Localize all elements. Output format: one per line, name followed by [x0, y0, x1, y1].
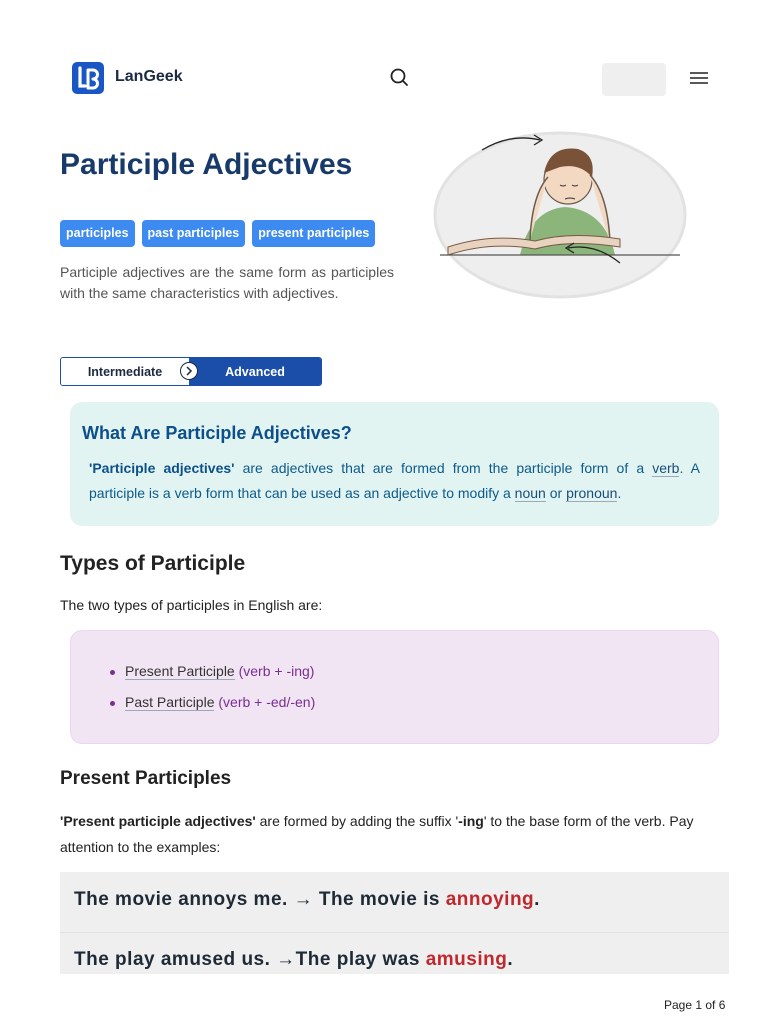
tag-participles[interactable]: participles	[60, 220, 135, 247]
example-sentence	[74, 949, 513, 971]
present-text-part: ' to the base form of the verb. Pay attention to the examples:	[60, 813, 694, 855]
chevron-right-icon	[180, 362, 198, 380]
example-highlight: amusing	[425, 949, 508, 970]
link-noun[interactable]: noun	[514, 485, 546, 501]
student-reading-illustration	[420, 115, 695, 305]
account-button[interactable]	[602, 63, 666, 96]
tag-present-participles[interactable]: present participles	[252, 220, 375, 247]
example-text: .	[507, 949, 514, 970]
present-term: 'Present participle adjectives'	[60, 813, 256, 829]
tag-past-participles[interactable]: past participles	[142, 220, 246, 247]
link-present-participle[interactable]: Present Participle	[125, 663, 235, 679]
definition-text-part: or	[545, 485, 567, 501]
definition-text-part: .	[617, 485, 622, 501]
bullet-icon	[110, 670, 115, 675]
definition-text-part: . A participle is a verb form that can be used as an adjective to modify a	[89, 460, 700, 501]
search-icon[interactable]	[388, 66, 410, 88]
list-item	[110, 694, 315, 710]
type-form: (verb + -ed/-en)	[214, 694, 316, 710]
example-highlight: annoying	[445, 889, 535, 910]
link-past-participle[interactable]: Past Participle	[125, 694, 215, 710]
level-to: Advanced	[189, 358, 321, 385]
intro-text: Participle adjectives are the same form as participles with the same characteristics with adjectives.	[60, 264, 394, 301]
link-pronoun[interactable]: pronoun	[566, 485, 618, 501]
definition-text-part: are adjectives that are formed from the participle form of a	[234, 460, 653, 476]
definition-text	[89, 456, 700, 506]
present-text	[60, 808, 730, 860]
bullet-icon	[110, 701, 115, 706]
example-text: The movie annoys me. → The movie is	[74, 889, 446, 910]
link-verb[interactable]: verb	[652, 460, 680, 476]
types-box	[70, 630, 719, 744]
definition-title: What Are Participle Adjectives?	[82, 423, 352, 443]
hamburger-menu-icon[interactable]	[688, 68, 710, 88]
suffix: -ing	[458, 813, 484, 829]
example-sentence	[74, 889, 540, 911]
example-text: The play amused us. →The play was	[74, 949, 426, 970]
logo-icon[interactable]	[72, 62, 104, 94]
types-intro: The two types of participles in English are:	[60, 597, 323, 613]
page-title: Participle Adjectives	[60, 148, 353, 181]
definition-term: 'Participle adjectives'	[89, 460, 235, 476]
present-text-part: are formed by adding the suffix '	[255, 813, 459, 829]
present-heading: Present Participles	[60, 768, 232, 789]
types-heading: Types of Participle	[60, 552, 246, 575]
page-number: Page 1 of 6	[664, 998, 726, 1012]
tag-list	[60, 220, 375, 247]
level-from: Intermediate	[61, 358, 189, 385]
type-form: (verb + -ing)	[234, 663, 315, 679]
example-text: .	[534, 889, 540, 910]
brand-name[interactable]: LanGeek	[115, 68, 183, 85]
list-item	[110, 663, 314, 679]
